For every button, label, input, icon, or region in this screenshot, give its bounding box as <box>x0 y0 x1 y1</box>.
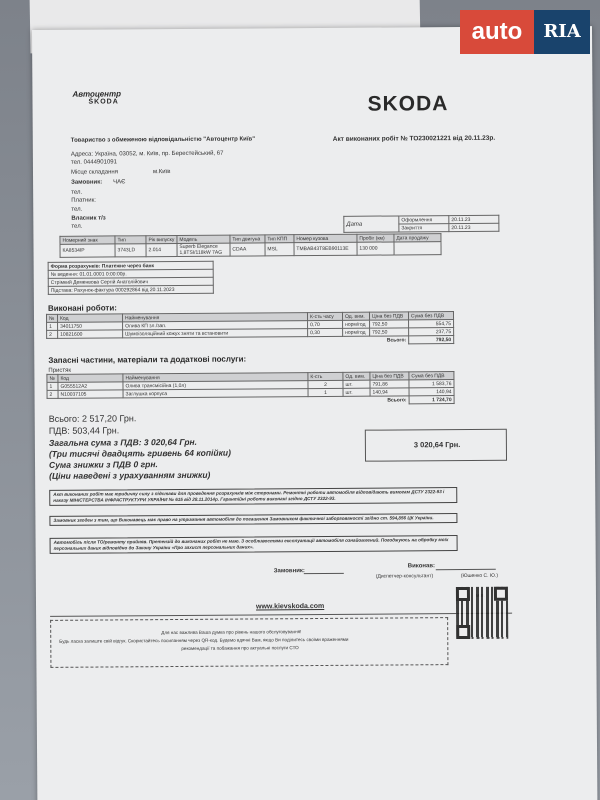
payer-label: Платник: <box>71 197 96 204</box>
works-cell: 0,70 <box>308 320 343 328</box>
tel-label-2: тел. <box>71 206 83 213</box>
works-cell: 10821600 <box>58 330 123 338</box>
dates-table <box>343 215 499 233</box>
works-cell: норм/год <box>343 328 370 336</box>
tel-label-1: тел. <box>71 189 83 196</box>
parts-header: Сума без ПДВ <box>409 372 454 380</box>
vehicle-value: 130 000 <box>357 242 394 255</box>
vehicle-value: КА8534ІР <box>60 244 115 257</box>
vehicle-header: Пробіг (км) <box>357 234 394 242</box>
parts-cell: 1 583,76 <box>409 380 454 388</box>
vehicle-header: Рік випуску <box>146 235 177 243</box>
parts-cell: Заглушка корпуса <box>123 389 308 398</box>
parts-total-value: 1 724,70 <box>409 396 454 404</box>
vehicle-value: CDAA <box>230 243 265 256</box>
works-header: Найменування <box>122 313 307 322</box>
executor-signature-label: Виконав: <box>407 563 436 570</box>
works-cell: 792,50 <box>370 328 409 336</box>
works-total-label: Всього: <box>386 337 407 344</box>
discount-note: (Ціни наведені з урахуванням знижки) <box>49 469 211 481</box>
watermark-autoria <box>460 10 590 54</box>
parts-cell: 1 <box>308 388 343 396</box>
works-total-value: 792,50 <box>409 336 454 344</box>
works-cell: 1 <box>47 322 58 330</box>
works-header: К-сть часу <box>307 312 342 320</box>
watermark-auto: auto <box>460 10 534 54</box>
parts-cell: N10037105 <box>58 390 123 398</box>
date-row-label: Закриття <box>399 224 449 232</box>
payment-table <box>48 261 214 295</box>
place-label: Місце складання <box>70 169 118 176</box>
date-row-label: Оформлення <box>399 216 449 224</box>
feedback-line3: рекомендації та побажання про актуальні послуги СТО <box>181 645 299 651</box>
works-cell: 554,75 <box>409 320 454 328</box>
payment-row: Підстава: Рахунок-фактура 000292864 від 20.11.2023 <box>48 285 213 294</box>
owner-label: Власник т/з <box>71 215 106 222</box>
legal-note-2: Замовник згоден з тим, що Виконавець має право на утримання автомобіля до погашення Замовником фактичної заборгованості згідно ст. 594,856 ЦК України. <box>49 513 457 526</box>
company-phone: тел. 0444901091 <box>70 159 117 166</box>
customer-signature-label: Замовник: <box>273 568 305 575</box>
vehicle-header: Тип двигуна <box>230 235 265 243</box>
works-cell: 0,30 <box>308 328 343 336</box>
place-value: м.Київ <box>152 169 171 176</box>
watermark-ria: RIA <box>534 10 590 54</box>
dealer-logo <box>72 89 162 114</box>
legal-note-1: Акт виконаних робіт має юридичну силу з підстави для проведення розрахунків між сторонами. Ремонтні роботи автомобіля відповідають вимогам ДСТУ 2322-93 і наказу МІНІСТЕРСТВА ІНФРАСТРУКТУРИ УКРАЇНИ № 615 від 28.11.2014р. Гарантійні роботи виконані згідно ДСТУ 2322-93. <box>49 487 457 506</box>
works-cell: норм/год <box>343 320 370 328</box>
vehicle-header: Тип КПП <box>265 235 294 243</box>
act-title: Акт виконаних робіт № ТО230021221 від 20.11.23р. <box>332 134 496 143</box>
dealer-logo-line1: Автоцентр <box>72 89 122 99</box>
parts-cell: 1 <box>47 382 58 390</box>
payment-row: № ведення: 01.01.0001 0:00:00р. <box>48 269 213 278</box>
legal-note-3: Автомобіль після ТО/ремонту прийняв. Претензій до виконаних робіт не маю. З особливостями експлуатації автомобіля ознайомлений. Погоджуюсь на обробку моїх персональних даних відповідно до Закону України «Про захист персональних даних». <box>50 535 458 554</box>
works-table <box>46 311 454 347</box>
vehicle-value: 3743LD <box>115 244 146 257</box>
qr-code-icon[interactable] <box>456 587 508 639</box>
vat-amount: ПДВ: 503,44 Грн. <box>48 425 120 436</box>
parts-cell: шт. <box>343 380 370 388</box>
grand-total-label: Загальна сума з ПДВ: 3 020,64 Грн. <box>48 436 198 448</box>
executor-signature-line <box>436 569 496 570</box>
sale-date-value <box>394 242 441 255</box>
total-no-vat: Всього: 2 517,20 Грн. <box>48 413 137 424</box>
parts-cell: 140,94 <box>370 388 409 396</box>
works-header: Сума без ПДВ <box>408 312 453 320</box>
vehicle-header: Тип <box>115 236 146 244</box>
vehicle-header: Номерний знак <box>60 236 115 244</box>
parts-cell: Олива трансмісійна (1,0л) <box>123 381 308 390</box>
customer-signature-line <box>304 573 344 574</box>
parts-total-label: Всього: <box>387 397 407 404</box>
brand-logo: SKODA <box>367 92 449 116</box>
document-sheet <box>32 26 597 800</box>
vehicle-value-row <box>60 242 441 258</box>
parts-header: Найменування <box>123 373 308 382</box>
parts-cell: 2 <box>47 390 58 398</box>
parts-header: К-сть <box>308 372 343 380</box>
parts-total-row <box>47 396 454 407</box>
grand-total-box-value: 3 020,64 Грн. <box>413 440 461 450</box>
works-cell: Олива КП зл./зап. <box>123 321 308 330</box>
payment-row: Стрімкий Деменвова Сергій Анатолійович <box>48 277 213 286</box>
company-address: Адреса: Україна, 03052, м. Київ, пр. Берестейський, 67 <box>70 150 224 158</box>
vehicle-header: Модель <box>177 235 230 243</box>
vehicle-table <box>59 233 441 258</box>
works-cell: 34011750 <box>58 322 123 330</box>
parts-title: Запасні частини, матеріали та додаткові послуги: <box>48 354 247 365</box>
works-title: Виконані роботи: <box>47 303 117 313</box>
discount-amount: Сума знижки з ПДВ 0 грн. <box>49 459 158 470</box>
parts-cell: шт. <box>343 388 370 396</box>
parts-cell: G055512A2 <box>58 382 123 390</box>
sale-date-header: Дата продажу <box>394 234 441 242</box>
feedback-line1: Для нас важлива Ваша думка про рівень нашого обслуговування! <box>161 629 302 636</box>
feedback-box <box>50 617 448 668</box>
works-total-row <box>47 336 454 347</box>
customer-value: ЧАЄ <box>113 179 126 186</box>
vehicle-header: Номер кузова <box>294 234 357 242</box>
works-header: Ціна без ПДВ <box>369 312 408 320</box>
date-row-value: 20.11.23 <box>449 223 499 231</box>
parts-table <box>46 371 454 407</box>
works-header: Од. вим. <box>342 312 369 320</box>
parts-header: Ціна без ПДВ <box>370 372 409 380</box>
feedback-line2: Будь ласка залиште свій відгук. Скористайтесь посиланням через QR-код. Будемо вдячні Вам, якщо Ви поділитесь своїми враженнями <box>59 636 349 644</box>
site-link[interactable]: www.kievskoda.com <box>256 602 325 611</box>
works-cell: 237,75 <box>409 328 454 336</box>
works-header: № <box>46 314 57 322</box>
grand-total-box <box>365 429 507 462</box>
parts-header: Код <box>58 374 123 382</box>
vehicle-value: TMBAB43T8EB90113Е <box>294 242 357 255</box>
date-row-value: 20.11.23 <box>449 215 499 223</box>
parts-cell: 140,94 <box>409 388 454 396</box>
executor-name: (Юшенко С. Ю.) <box>460 572 499 580</box>
payment-row: Форма розрахунків: Платежне через банк <box>48 261 213 270</box>
parts-header: № <box>47 374 58 382</box>
works-cell: 792,50 <box>370 320 409 328</box>
vehicle-value: Superb Elegance 1,8TSI/118kW 7AG <box>177 243 230 256</box>
customer-label: Замовник: <box>71 179 103 186</box>
parts-cell: 791,86 <box>370 380 409 388</box>
executor-role: (Диспетчер-консультант) <box>375 573 434 580</box>
parts-cell: 2 <box>308 380 343 388</box>
vehicle-value: 2.014 <box>146 243 177 256</box>
works-header: Код <box>57 314 122 322</box>
dates-label: Дата <box>344 216 399 232</box>
works-cell: Шумоізоляційний кожух зняти та встановити <box>123 329 308 338</box>
vehicle-value: MSL <box>265 243 294 256</box>
company-name: Товариство з обмеженою відповідальністю "Автоцентр Київ" <box>70 136 256 144</box>
parts-subtitle: Пристяк <box>48 367 72 374</box>
dealer-logo-line2: ŠKODA <box>88 98 119 106</box>
grand-total-words: (Три тисячі двадцять гривень 64 копійки) <box>48 447 231 459</box>
tel-label-3: тел. <box>71 223 83 230</box>
parts-header: Од. вим. <box>343 372 370 380</box>
works-cell: 2 <box>47 330 58 338</box>
